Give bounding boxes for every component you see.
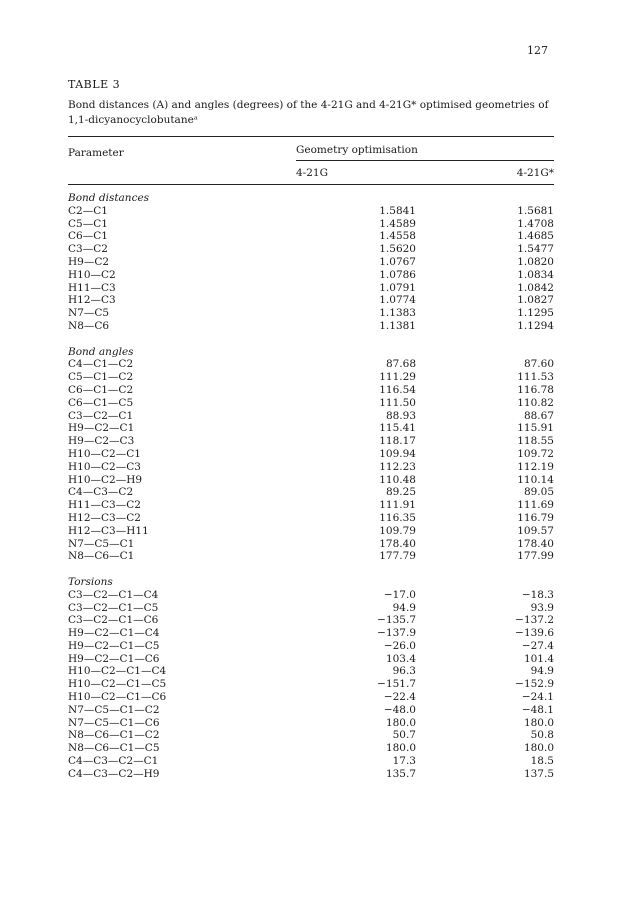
value-4-21g-star-cell: 1.0842	[517, 281, 554, 294]
value-4-21g-star-cell: 87.60	[523, 358, 554, 371]
value-4-21g-star-cell: 109.72	[517, 447, 554, 460]
value-4-21g-cell: −137.9	[377, 627, 416, 640]
header-bottom-rule	[68, 184, 554, 185]
parameter-cell: C4—C3—C2—H9	[68, 767, 160, 780]
parameter-cell: C6—C1—C2	[68, 383, 134, 396]
value-4-21g-cell: 88.93	[385, 409, 416, 422]
table-row	[68, 589, 554, 602]
parameter-cell: H10—C2—C1—C4	[68, 665, 167, 678]
table-row	[68, 653, 554, 666]
value-4-21g-cell: 1.0767	[379, 255, 416, 268]
table-label: TABLE 3	[68, 78, 121, 91]
parameter-cell: H12—C3—C2	[68, 511, 141, 524]
value-4-21g-star-cell: 1.1295	[517, 307, 554, 320]
table-row	[68, 525, 554, 538]
value-4-21g-cell: 110.48	[379, 473, 416, 486]
value-4-21g-cell: −151.7	[377, 678, 416, 691]
value-4-21g-star-cell: 118.55	[517, 435, 554, 448]
value-4-21g-cell: 177.79	[379, 550, 416, 563]
parameter-cell: C3—C2—C1—C6	[68, 614, 159, 627]
parameter-cell: N7—C5	[68, 307, 110, 320]
value-4-21g-star-cell: 110.14	[517, 473, 554, 486]
value-4-21g-cell: 96.3	[392, 665, 416, 678]
value-4-21g-star-cell: 18.5	[530, 755, 554, 768]
parameter-cell: H11—C3	[68, 281, 116, 294]
section-heading: Torsions	[68, 575, 113, 588]
parameter-cell: N7—C5—C1—C6	[68, 716, 160, 729]
value-4-21g-star-cell: 93.9	[530, 601, 554, 614]
top-rule	[68, 136, 554, 137]
table-row	[68, 678, 554, 691]
value-4-21g-cell: −26.0	[383, 639, 416, 652]
header-subrule	[296, 160, 554, 161]
parameter-cell: H10—C2—C1	[68, 447, 141, 460]
table-row	[68, 269, 554, 282]
value-4-21g-star-cell: 1.5681	[517, 204, 554, 217]
parameter-cell: N8—C6—C1—C2	[68, 729, 160, 742]
value-4-21g-star-cell: 109.57	[517, 524, 554, 537]
value-4-21g-star-cell: 1.0820	[517, 255, 554, 268]
parameter-cell: C5—C1—C2	[68, 371, 134, 384]
value-4-21g-cell: 1.1381	[379, 319, 416, 332]
table-row	[68, 717, 554, 730]
value-4-21g-cell: 180.0	[385, 742, 416, 755]
table-row	[68, 499, 554, 512]
table-row	[68, 512, 554, 525]
value-4-21g-cell: 112.23	[379, 460, 416, 473]
section-heading-row	[68, 576, 554, 589]
value-4-21g-star-cell: 116.78	[517, 383, 554, 396]
table-row	[68, 486, 554, 499]
value-4-21g-star-cell: 112.19	[517, 460, 554, 473]
parameter-cell: C3—C2	[68, 243, 108, 256]
page-number: 127	[527, 44, 548, 57]
parameter-cell: H10—C2—C3	[68, 460, 141, 473]
value-4-21g-cell: 115.41	[379, 422, 416, 435]
value-4-21g-star-cell: 178.40	[517, 537, 554, 550]
section-heading: Bond distances	[68, 192, 150, 204]
parameter-cell: H10—C2—C1—C5	[68, 678, 167, 691]
parameter-cell: C6—C1—C5	[68, 396, 134, 409]
caption-line: 1,1-dicyanocyclobutaneᵃ	[68, 114, 198, 126]
value-4-21g-star-cell: 88.67	[523, 409, 554, 422]
parameter-cell: C4—C3—C2—C1	[68, 755, 159, 768]
value-4-21g-cell: −22.4	[383, 691, 416, 704]
value-4-21g-star-cell: 1.4685	[517, 230, 554, 243]
value-4-21g-star-cell: 1.5477	[517, 243, 554, 256]
value-4-21g-cell: 111.50	[379, 396, 416, 409]
section-heading-row	[68, 346, 554, 359]
parameter-cell: H9—C2—C1	[68, 422, 135, 435]
table-row	[68, 294, 554, 307]
data-table	[68, 192, 554, 781]
value-4-21g-cell: 1.0786	[379, 268, 416, 281]
value-4-21g-star-cell: −27.4	[521, 639, 554, 652]
value-4-21g-cell: 1.4558	[379, 230, 416, 243]
table-caption	[68, 98, 554, 128]
value-4-21g-cell: 1.1383	[379, 307, 416, 320]
section-spacer	[68, 333, 554, 346]
value-4-21g-cell: 1.4589	[379, 217, 416, 230]
table-row	[68, 614, 554, 627]
table-row	[68, 358, 554, 371]
value-4-21g-star-cell: 116.79	[517, 511, 554, 524]
table-row	[68, 448, 554, 461]
header-col-4-21g-star: 4-21G*	[516, 167, 554, 179]
value-4-21g-cell: 103.4	[385, 652, 416, 665]
table-row	[68, 742, 554, 755]
parameter-cell: H9—C2	[68, 255, 110, 268]
caption-line: Bond distances (A) and angles (degrees) of the 4-21G and 4-21G* optimised geometries of	[68, 99, 549, 111]
table-row	[68, 384, 554, 397]
table-row	[68, 218, 554, 231]
parameter-cell: C3—C2—C1	[68, 409, 134, 422]
value-4-21g-star-cell: −137.2	[515, 614, 554, 627]
parameter-cell: N8—C6	[68, 319, 110, 332]
parameter-cell: H9—C2—C1—C6	[68, 652, 160, 665]
parameter-cell: H12—C3	[68, 294, 116, 307]
parameter-cell: N8—C6—C1	[68, 550, 135, 563]
table-row	[68, 205, 554, 218]
table-row	[68, 307, 554, 320]
table-row	[68, 755, 554, 768]
value-4-21g-star-cell: 137.5	[523, 767, 554, 780]
value-4-21g-cell: −17.0	[383, 588, 416, 601]
value-4-21g-star-cell: 180.0	[523, 716, 554, 729]
value-4-21g-cell: 89.25	[385, 486, 416, 499]
parameter-cell: C2—C1	[68, 204, 108, 217]
value-4-21g-star-cell: 111.69	[517, 499, 554, 512]
value-4-21g-star-cell: 1.4708	[517, 217, 554, 230]
parameter-cell: C4—C3—C2	[68, 486, 134, 499]
table-row	[68, 704, 554, 717]
header-col-4-21g: 4-21G	[296, 167, 328, 179]
section-heading: Bond angles	[68, 345, 134, 358]
value-4-21g-cell: 180.0	[385, 716, 416, 729]
parameter-cell: H11—C3—C2	[68, 499, 141, 512]
value-4-21g-cell: 50.7	[392, 729, 416, 742]
value-4-21g-cell: 135.7	[385, 767, 416, 780]
table-row	[68, 538, 554, 551]
table-row	[68, 550, 554, 563]
value-4-21g-cell: 1.5620	[379, 243, 416, 256]
value-4-21g-star-cell: −152.9	[515, 678, 554, 691]
value-4-21g-cell: 17.3	[392, 755, 416, 768]
value-4-21g-cell: 111.29	[379, 371, 416, 384]
value-4-21g-star-cell: 1.0834	[517, 268, 554, 281]
parameter-cell: H9—C2—C1—C4	[68, 627, 160, 640]
table-row	[68, 282, 554, 295]
table-row	[68, 729, 554, 742]
value-4-21g-cell: 1.0774	[379, 294, 416, 307]
parameter-cell: C3—C2—C1—C4	[68, 588, 159, 601]
value-4-21g-cell: 1.0791	[379, 281, 416, 294]
value-4-21g-cell: −48.0	[383, 703, 416, 716]
value-4-21g-cell: 87.68	[385, 358, 416, 371]
value-4-21g-cell: 116.54	[379, 383, 416, 396]
value-4-21g-cell: 178.40	[379, 537, 416, 550]
parameter-cell: H10—C2—C1—C6	[68, 691, 167, 704]
table-row	[68, 768, 554, 781]
parameter-cell: C6—C1	[68, 230, 108, 243]
table-row	[68, 422, 554, 435]
parameter-cell: H12—C3—H11	[68, 524, 149, 537]
value-4-21g-star-cell: 180.0	[523, 742, 554, 755]
value-4-21g-star-cell: 1.0827	[517, 294, 554, 307]
table-row	[68, 371, 554, 384]
table-row	[68, 461, 554, 474]
table-row	[68, 320, 554, 333]
value-4-21g-cell: 109.94	[379, 447, 416, 460]
value-4-21g-star-cell: 101.4	[523, 652, 554, 665]
parameter-cell: C4—C1—C2	[68, 358, 134, 371]
table-row	[68, 691, 554, 704]
table-row	[68, 627, 554, 640]
value-4-21g-cell: 109.79	[379, 524, 416, 537]
table-row	[68, 665, 554, 678]
value-4-21g-star-cell: 1.1294	[517, 319, 554, 332]
table-row	[68, 602, 554, 615]
table-row	[68, 410, 554, 423]
parameter-cell: N7—C5—C1—C2	[68, 703, 160, 716]
parameter-cell: H10—C2	[68, 268, 116, 281]
value-4-21g-cell: 116.35	[379, 511, 416, 524]
table-row	[68, 640, 554, 653]
parameter-cell: H9—C2—C3	[68, 435, 135, 448]
table-row	[68, 243, 554, 256]
value-4-21g-star-cell: 111.53	[517, 371, 554, 384]
table-row	[68, 474, 554, 487]
value-4-21g-star-cell: −18.3	[521, 588, 554, 601]
value-4-21g-cell: 1.5841	[379, 204, 416, 217]
value-4-21g-star-cell: 89.05	[523, 486, 554, 499]
table-row	[68, 435, 554, 448]
value-4-21g-star-cell: −24.1	[521, 691, 554, 704]
value-4-21g-cell: 118.17	[379, 435, 416, 448]
parameter-cell: H10—C2—H9	[68, 473, 143, 486]
value-4-21g-cell: 94.9	[392, 601, 416, 614]
parameter-cell: C5—C1	[68, 217, 108, 230]
table-row	[68, 397, 554, 410]
parameter-cell: C3—C2—C1—C5	[68, 601, 159, 614]
section-heading-row	[68, 192, 554, 205]
value-4-21g-star-cell: 110.82	[517, 396, 554, 409]
value-4-21g-star-cell: −48.1	[521, 703, 554, 716]
value-4-21g-cell: −135.7	[377, 614, 416, 627]
value-4-21g-star-cell: 94.9	[530, 665, 554, 678]
table-row	[68, 256, 554, 269]
header-geometry-optimisation: Geometry optimisation	[296, 144, 418, 156]
section-spacer	[68, 563, 554, 576]
parameter-cell: H9—C2—C1—C5	[68, 639, 160, 652]
parameter-cell: N8—C6—C1—C5	[68, 742, 160, 755]
value-4-21g-star-cell: −139.6	[515, 627, 554, 640]
value-4-21g-star-cell: 177.99	[517, 550, 554, 563]
table-row	[68, 230, 554, 243]
value-4-21g-star-cell: 115.91	[517, 422, 554, 435]
header-parameter: Parameter	[68, 147, 124, 159]
parameter-cell: N7—C5—C1	[68, 537, 135, 550]
value-4-21g-cell: 111.91	[379, 499, 416, 512]
value-4-21g-star-cell: 50.8	[530, 729, 554, 742]
